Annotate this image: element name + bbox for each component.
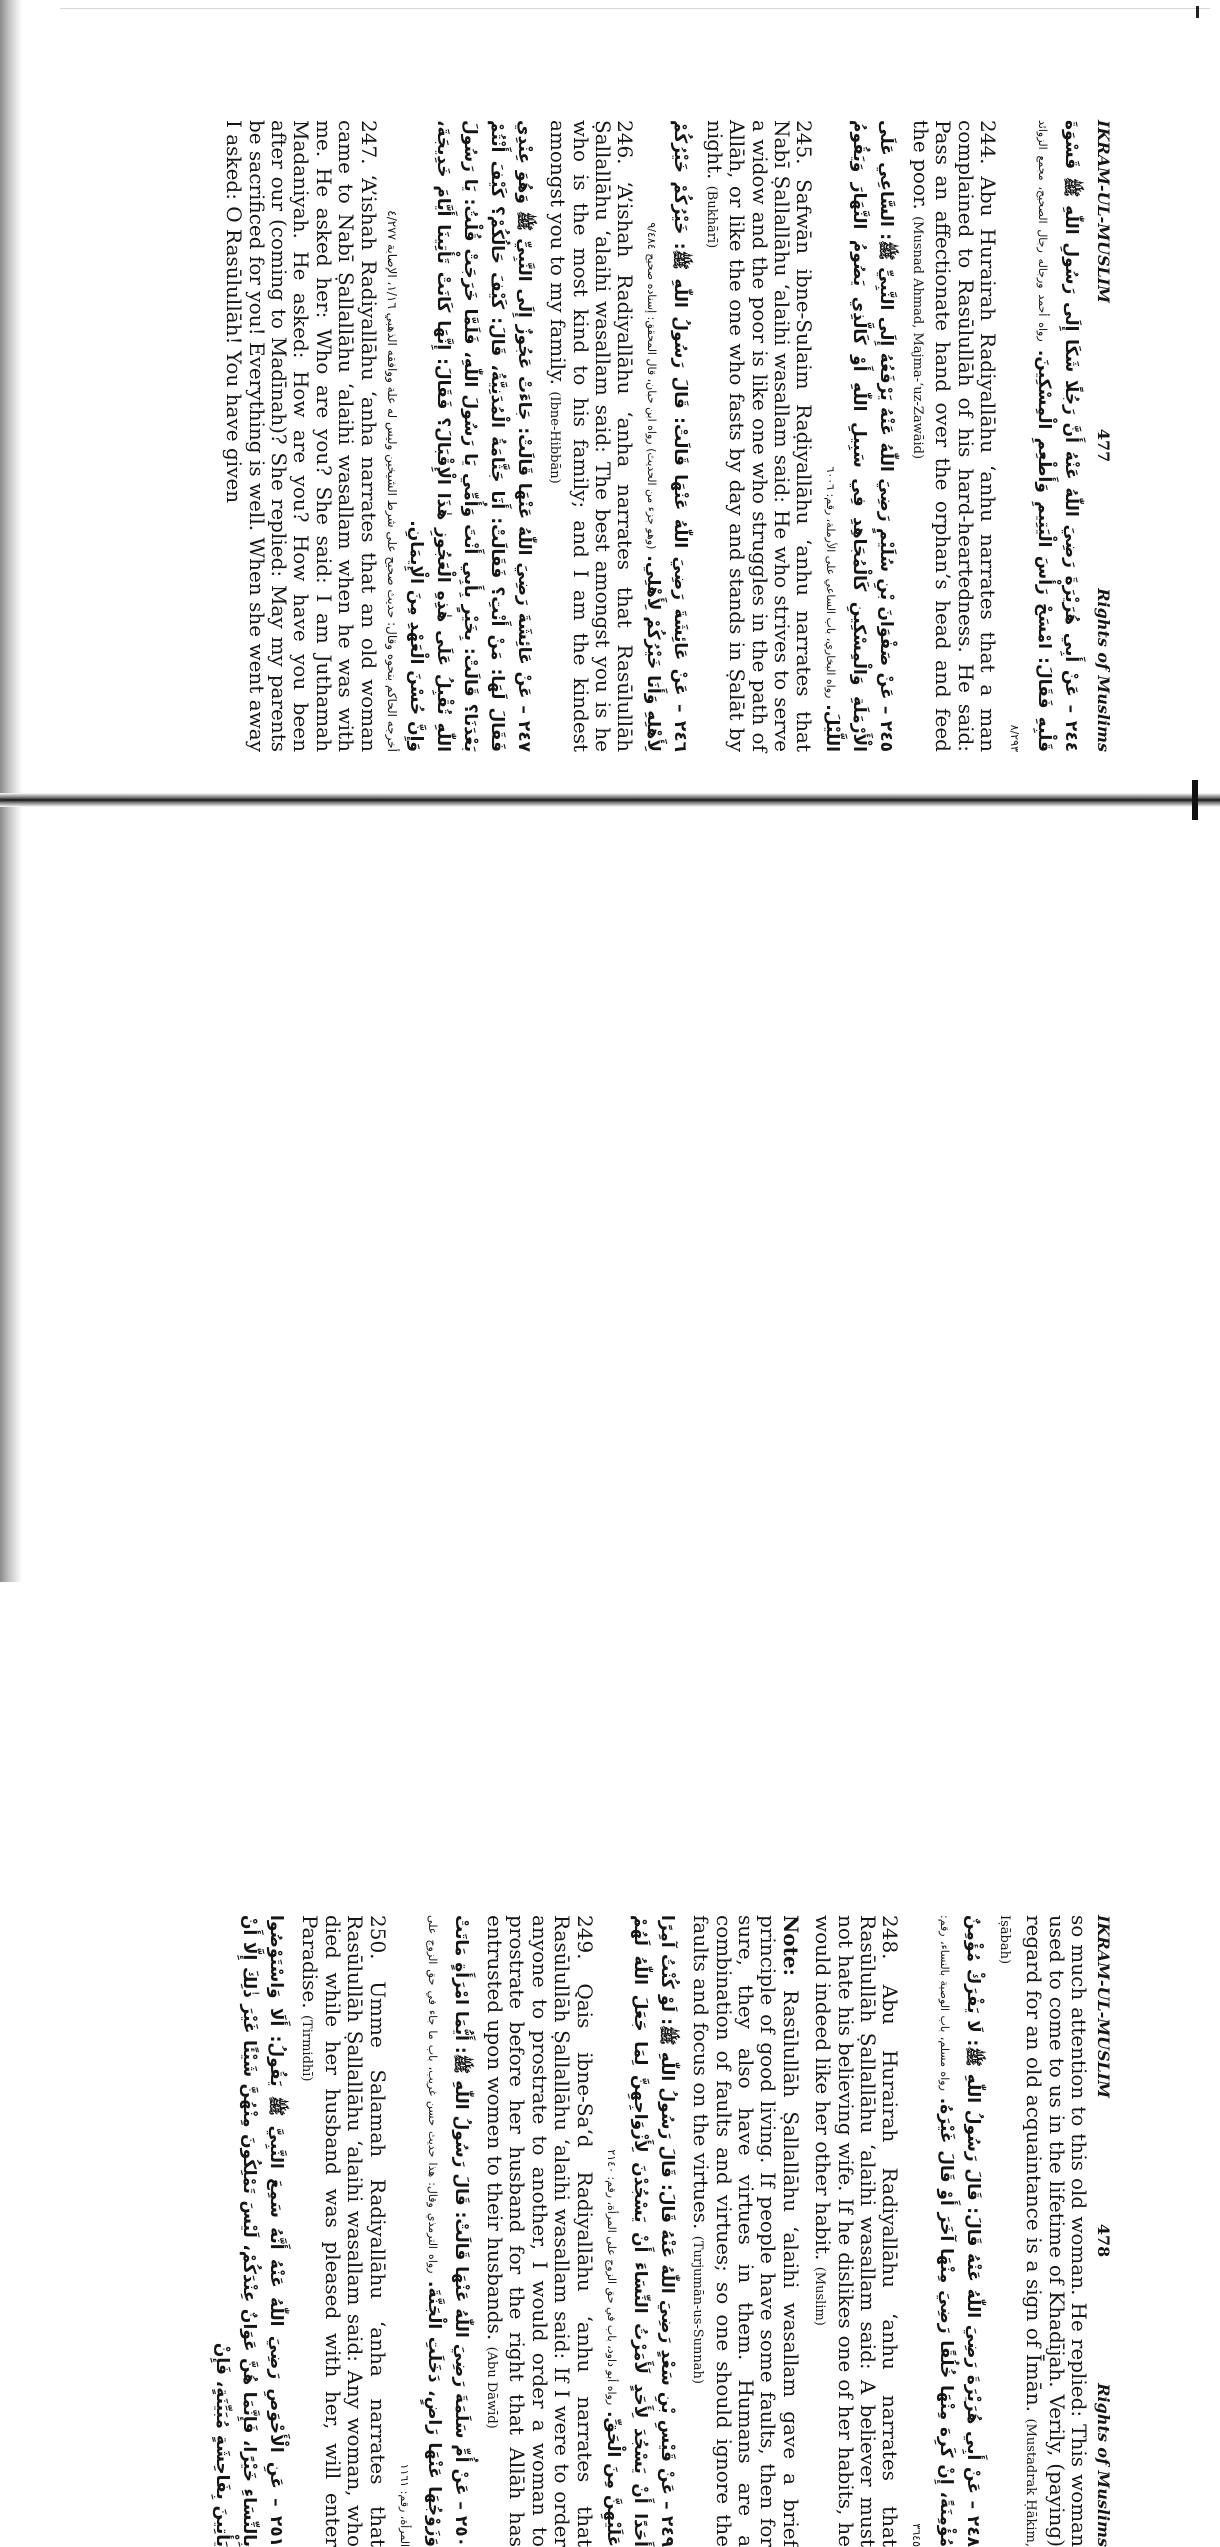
page-header <box>1090 120 1118 752</box>
page-477 <box>83 120 1118 752</box>
header-section-title: Rights of Muslims <box>1094 588 1114 752</box>
hadith-245-english: 245. Safwān ibne-Sulaim Raḍiyallāhu ‘anhu narrates that Nabī Ṣallallāhu ‘alaihi wasallam said: He who strives to serve a widow and the poor is like one who struggles in the path of Allāh, or like the one who fasts by day and stands in Ṣalāt by night. (Bukhārī) <box>702 120 817 752</box>
hadith-249-arabic-ref: رواه أبو داود، باب في حق الزوج على المرأة، رقم: ٢١٤٠ <box>604 2149 618 2406</box>
header-book-title: IKRAM-UL-MUSLIM <box>1094 1915 1114 2098</box>
hadith-247-source: (Mustadrak Ḥākim, Iṣābah) <box>996 1915 1039 2547</box>
note-source: (Turjumān-us-Sunnah) <box>690 2235 706 2384</box>
hadith-244-arabic: ٢٤٤ – عَنْ أَبِي هُرَيْرَةَ رَضِيَ اللّٰهُ عَنْهُ أَنَّ رَجُلًا شَكَا إِلَى رَسُولِ اللّٰهِ ﷺ قَسْوَةَ قَلْبِهِ فَقَالَ: امْسَحْ رَأْسَ الْيَتِيمِ وَأَطْعِمِ الْمِسْكِينَ. رواه أحمد ورجاله رجال الصحيح، مجمع الزوائد ٨/٢٩٣ <box>1008 120 1081 752</box>
hadith-245-source: (Bukhārī) <box>703 185 719 249</box>
hadith-247-continuation: so much attention to this old woman. He replied: This woman used to come to us in the lifetime of Khadījah. Verily, (paying) regard for an old acquaintance is a sign of Īmān. (Mustadrak Ḥākim, Iṣābah) <box>996 1915 1091 2547</box>
hadith-248-arabic: ٢٤٨ – عَنْ أَبِي هُرَيْرَةَ رَضِيَ اللّٰهُ عَنْهُ قَالَ: قَالَ رَسُولُ اللّٰهِ ﷺ: لَا يَفْرَكْ مُؤْمِنٌ مُؤْمِنَةً، إِنْ كَرِهَ مِنْهَا خُلُقًا رَضِيَ مِنْهَا آخَرَ أَوْ قَالَ غَيْرَهُ. رواه مسلم، باب الوصية بالنساء، رقم: ٣٦٤٥ <box>910 1915 984 2547</box>
hadith-249-english: 249. Qais ibne-Sa‘d Radiyallāhu ‘anhu narrates that Rasūlullāh Ṣallallāhu ‘alaihi wasallam said: If I were to order anyone to prostrate to another, I would order a woman to prostrate before her husband for the right that Allāh has entrusted upon women to their husbands. (Abu Dāwīd) <box>483 1915 597 2547</box>
hadith-246-arabic: ٢٤٦ – عَنْ عَائِشَةَ رَضِيَ اللّٰهُ عَنْهَا قَالَتْ: قَالَ رَسُولُ اللّٰهِ ﷺ: خَيْرُكُمْ خَيْرُكُمْ لِأَهْلِهِ وَأَنَا خَيْرُكُمْ لِأَهْلِي. (وهو جزء من الحديث) رواه ابن حبان، قال المحقق: إسناده صحيح ٩/٤٨٤ <box>643 120 691 752</box>
hadith-247-arabic: ٢٤٧ – عَنْ عَائِشَةَ رَضِيَ اللّٰهُ عَنْهَا قَالَتْ: جَاءَتْ عَجُوزٌ إِلَى النَّبِيِّ ﷺ وَهُوَ عِنْدِي فَقَالَ لَهَا: مَنْ أَنْتِ؟ فَقَالَتْ: أَنَا جَثَّامَةُ الْمُدَنِيَّةُ، قَالَ: كَيْفَ حَالُكُمْ؟ كَيْفَ أَنْتُمْ بَعْدَنَا؟ قَالَتْ: بِخَيْرٍ بِأَبِي أَنْتَ وَأُمِّي يَا رَسُولَ اللّٰهِ، فَلَمَّا خَرَجَتْ قُلْتُ: يَا رَسُولَ اللّٰهِ تُقْبِلُ عَلَى هٰذِهِ الْعَجُوزِ هٰذَا الْإِقْبَالَ؟ فَقَالَ: إِنَّهَا كَانَتْ تَأْتِينَا أَيَّامَ خَدِيجَةَ، وَإِنَّ حُسْنَ الْعَهْدِ مِنَ الْإِيمَانِ. <box>405 120 534 752</box>
hadith-247-english: 247. ‘A’ishah Radiyallāhu ‘anha narrates that an old woman came to Nabī Ṣallallāhu ‘alaihi wasallam when he was with me. He asked her: Who are you? She said: I am Juthamah Madaniyah. He asked: How are you? How have you been after our (coming to Madīnah)? She replied: May my parents be sacrificed for you! Everything is well. When she went away I asked: O Rasūlullāh! You have given <box>222 120 381 752</box>
note-paragraph: Note: Rasūlullāh Ṣallallāhu ‘alaihi wasallam gave a brief principle of good living. If people have some faults, then for sure, they also have virtues in them. Humans are a combination of faults and virtues; so one should ignore the faults and focus on the virtues. (Turjumān-us-Sunnah) <box>689 1915 803 2547</box>
hadith-247-arabic-ref: أخرجه الحاكم بنحوه وقال: حديث صحيح على شرط الشيخين وليس له علة ووافقه الذهبي ١/١٦، الإصابة ٤/٢٧٧ <box>384 210 399 752</box>
hadith-246-source: (Ibne-Hibbān) <box>547 391 563 484</box>
page-body <box>223 120 1084 752</box>
header-book-title: IKRAM-UL-MUSLIM <box>1094 120 1114 303</box>
scan-edge <box>0 0 22 1582</box>
hadith-250-english: 250. Umme Salamah Radiyallāhu ‘anha narrates that Rasūlullāh Ṣallallāhu ‘alaihi wasallam said: Any woman, who died while her husband was pleased with her, will enter Paradise. (Tirmidhī) <box>298 1915 390 2547</box>
hadith-246-arabic-ref: (وهو جزء من الحديث) رواه ابن حبان، قال المحقق: إسناده صحيح ٩/٤٨٤ <box>645 222 659 550</box>
scan-top-line <box>60 8 1210 9</box>
hadith-245-arabic: ٢٤٥ – عَنْ صَفْوَانَ بْنِ سُلَيْمٍ رَضِيَ اللّٰهُ عَنْهُ يَرْفَعُهُ إِلَى النَّبِيِّ ﷺ: السَّاعِي عَلَى الْأَرْمَلَةِ وَالْمِسْكِينِ كَالْمُجَاهِدِ فِي سَبِيلِ اللّٰهِ أَوْ كَالَّذِي يَصُومُ النَّهَارَ وَيَقُومُ اللَّيْلَ. رواه البخاري، باب الساعي على الأرملة، رقم: ٦٠٠٦ <box>822 120 897 752</box>
hadith-250-arabic-ref: رواه الترمذي وقال: هذا حديث حسن غريب، باب ما جاء في حق الزوج على المرأة، رقم: ١١٦١ <box>397 1915 439 2547</box>
spine-mark <box>1192 780 1198 820</box>
page-number: 478 <box>1094 2223 1114 2258</box>
hadith-244-english: 244. Abu Hurairah Radiyallāhu ‘anhu narrates that a man complained to Rasūlullāh of his hard-heartedness. He said: Pass an affectionate hand over the orphan’s head and feed the poor. (Musnad Ahmad, Majma-‘uz-Zawāid) <box>908 120 1000 752</box>
hadith-248-arabic-ref: رواه مسلم، باب الوصية بالنساء، رقم: ٣٦٤٥ <box>910 1915 952 2547</box>
page-body <box>208 1915 1090 2547</box>
hadith-250-source: (Tirmidhī) <box>299 2014 315 2082</box>
hadith-244-source: (Musnad Ahmad, Majma-‘uz-Zawāid) <box>909 216 925 460</box>
hadith-250-arabic: ٢٥٠ – عَنْ أُمِّ سَلَمَةَ رَضِيَ اللّٰهُ عَنْهَا قَالَتْ: قَالَ رَسُولُ اللّٰهِ ﷺ: أَيُّمَا امْرَأَةٍ مَاتَتْ وَزَوْجُهَا عَنْهَا رَاضٍ، دَخَلَتِ الْجَنَّةَ. رواه الترمذي وقال: هذا حديث حسن غريب، باب ما جاء في حق الزوج على المرأة، رقم: ١١٦١ <box>397 1915 471 2547</box>
hadith-251-arabic: ٢٥١ – عَنِ الْأَحْوَصِ رَضِيَ اللّٰهُ عَنْهُ أَنَّهُ سَمِعَ النَّبِيَّ ﷺ يَقُولُ: أَلَا وَاسْتَوْصُوا بِالنِّسَاءِ خَيْرًا، فَإِنَّمَا هُنَّ عَوَانٌ عِنْدَكُمْ، لَيْسَ تَمْلِكُونَ مِنْهُنَّ شَيْئًا غَيْرَ ذٰلِكَ إِلَّا أَنْ يَأْتِينَ بِفَاحِشَةٍ مُبَيِّنَةٍ، فَإِنْ <box>212 1915 287 2547</box>
page-number: 477 <box>1094 428 1114 463</box>
page-478 <box>83 1915 1118 2547</box>
hadith-249-source: (Abu Dāwīd) <box>484 2346 500 2429</box>
hadith-248-source: (Muslim) <box>812 2266 828 2326</box>
page-header <box>1090 1915 1118 2547</box>
hadith-244-arabic-ref: رواه أحمد ورجاله رجال الصحيح، مجمع الزوائد ٨/٢٩٣ <box>1008 120 1049 752</box>
hadith-248-english: 248. Abu Hurairah Radiyallāhu ‘anhu narrates that Rasūlullāh Ṣallallāhu ‘alaihi wasallam said: A believer must not hate his believing wife. If he dislikes one of her habits, he would indeed like her other habit. (Muslim) <box>811 1915 903 2547</box>
hadith-249-arabic: ٢٤٩ – عَنْ قَيْسِ بْنِ سَعْدٍ رَضِيَ اللّٰهُ عَنْهُ قَالَ: قَالَ رَسُولُ اللّٰهِ ﷺ: لَوْ كُنْتُ آمِرًا أَحَدًا أَنْ يَسْجُدَ لِأَحَدٍ لَأَمَرْتُ النِّسَاءَ أَنْ يَسْجُدْنَ لِأَزْوَاجِهِنَّ لِمَا جَعَلَ اللّٰهُ لَهُمْ عَلَيْهِنَّ مِنَ الْحَقِّ. رواه أبو داود، باب في حق الزوج على المرأة، رقم: ٢١٤٠ <box>602 1915 677 2547</box>
scan-corner-mark <box>1196 6 1199 18</box>
hadith-246-english: 246. ‘A’ishah Radiyallāhu ‘anha narrates that Rasūlullāh Ṣallallāhu ‘alaihi wasallam said: The best amongst you is he who is the most kind to his family; and I am the kindest amongst you to my family. (Ibne-Hibbān) <box>546 120 638 752</box>
book-spine <box>0 793 1220 807</box>
hadith-245-arabic-ref: رواه البخاري، باب الساعي على الأرملة، رقم: ٦٠٠٦ <box>824 466 838 699</box>
header-section-title: Rights of Muslims <box>1094 2383 1114 2547</box>
note-label: Note: <box>778 1915 803 1976</box>
